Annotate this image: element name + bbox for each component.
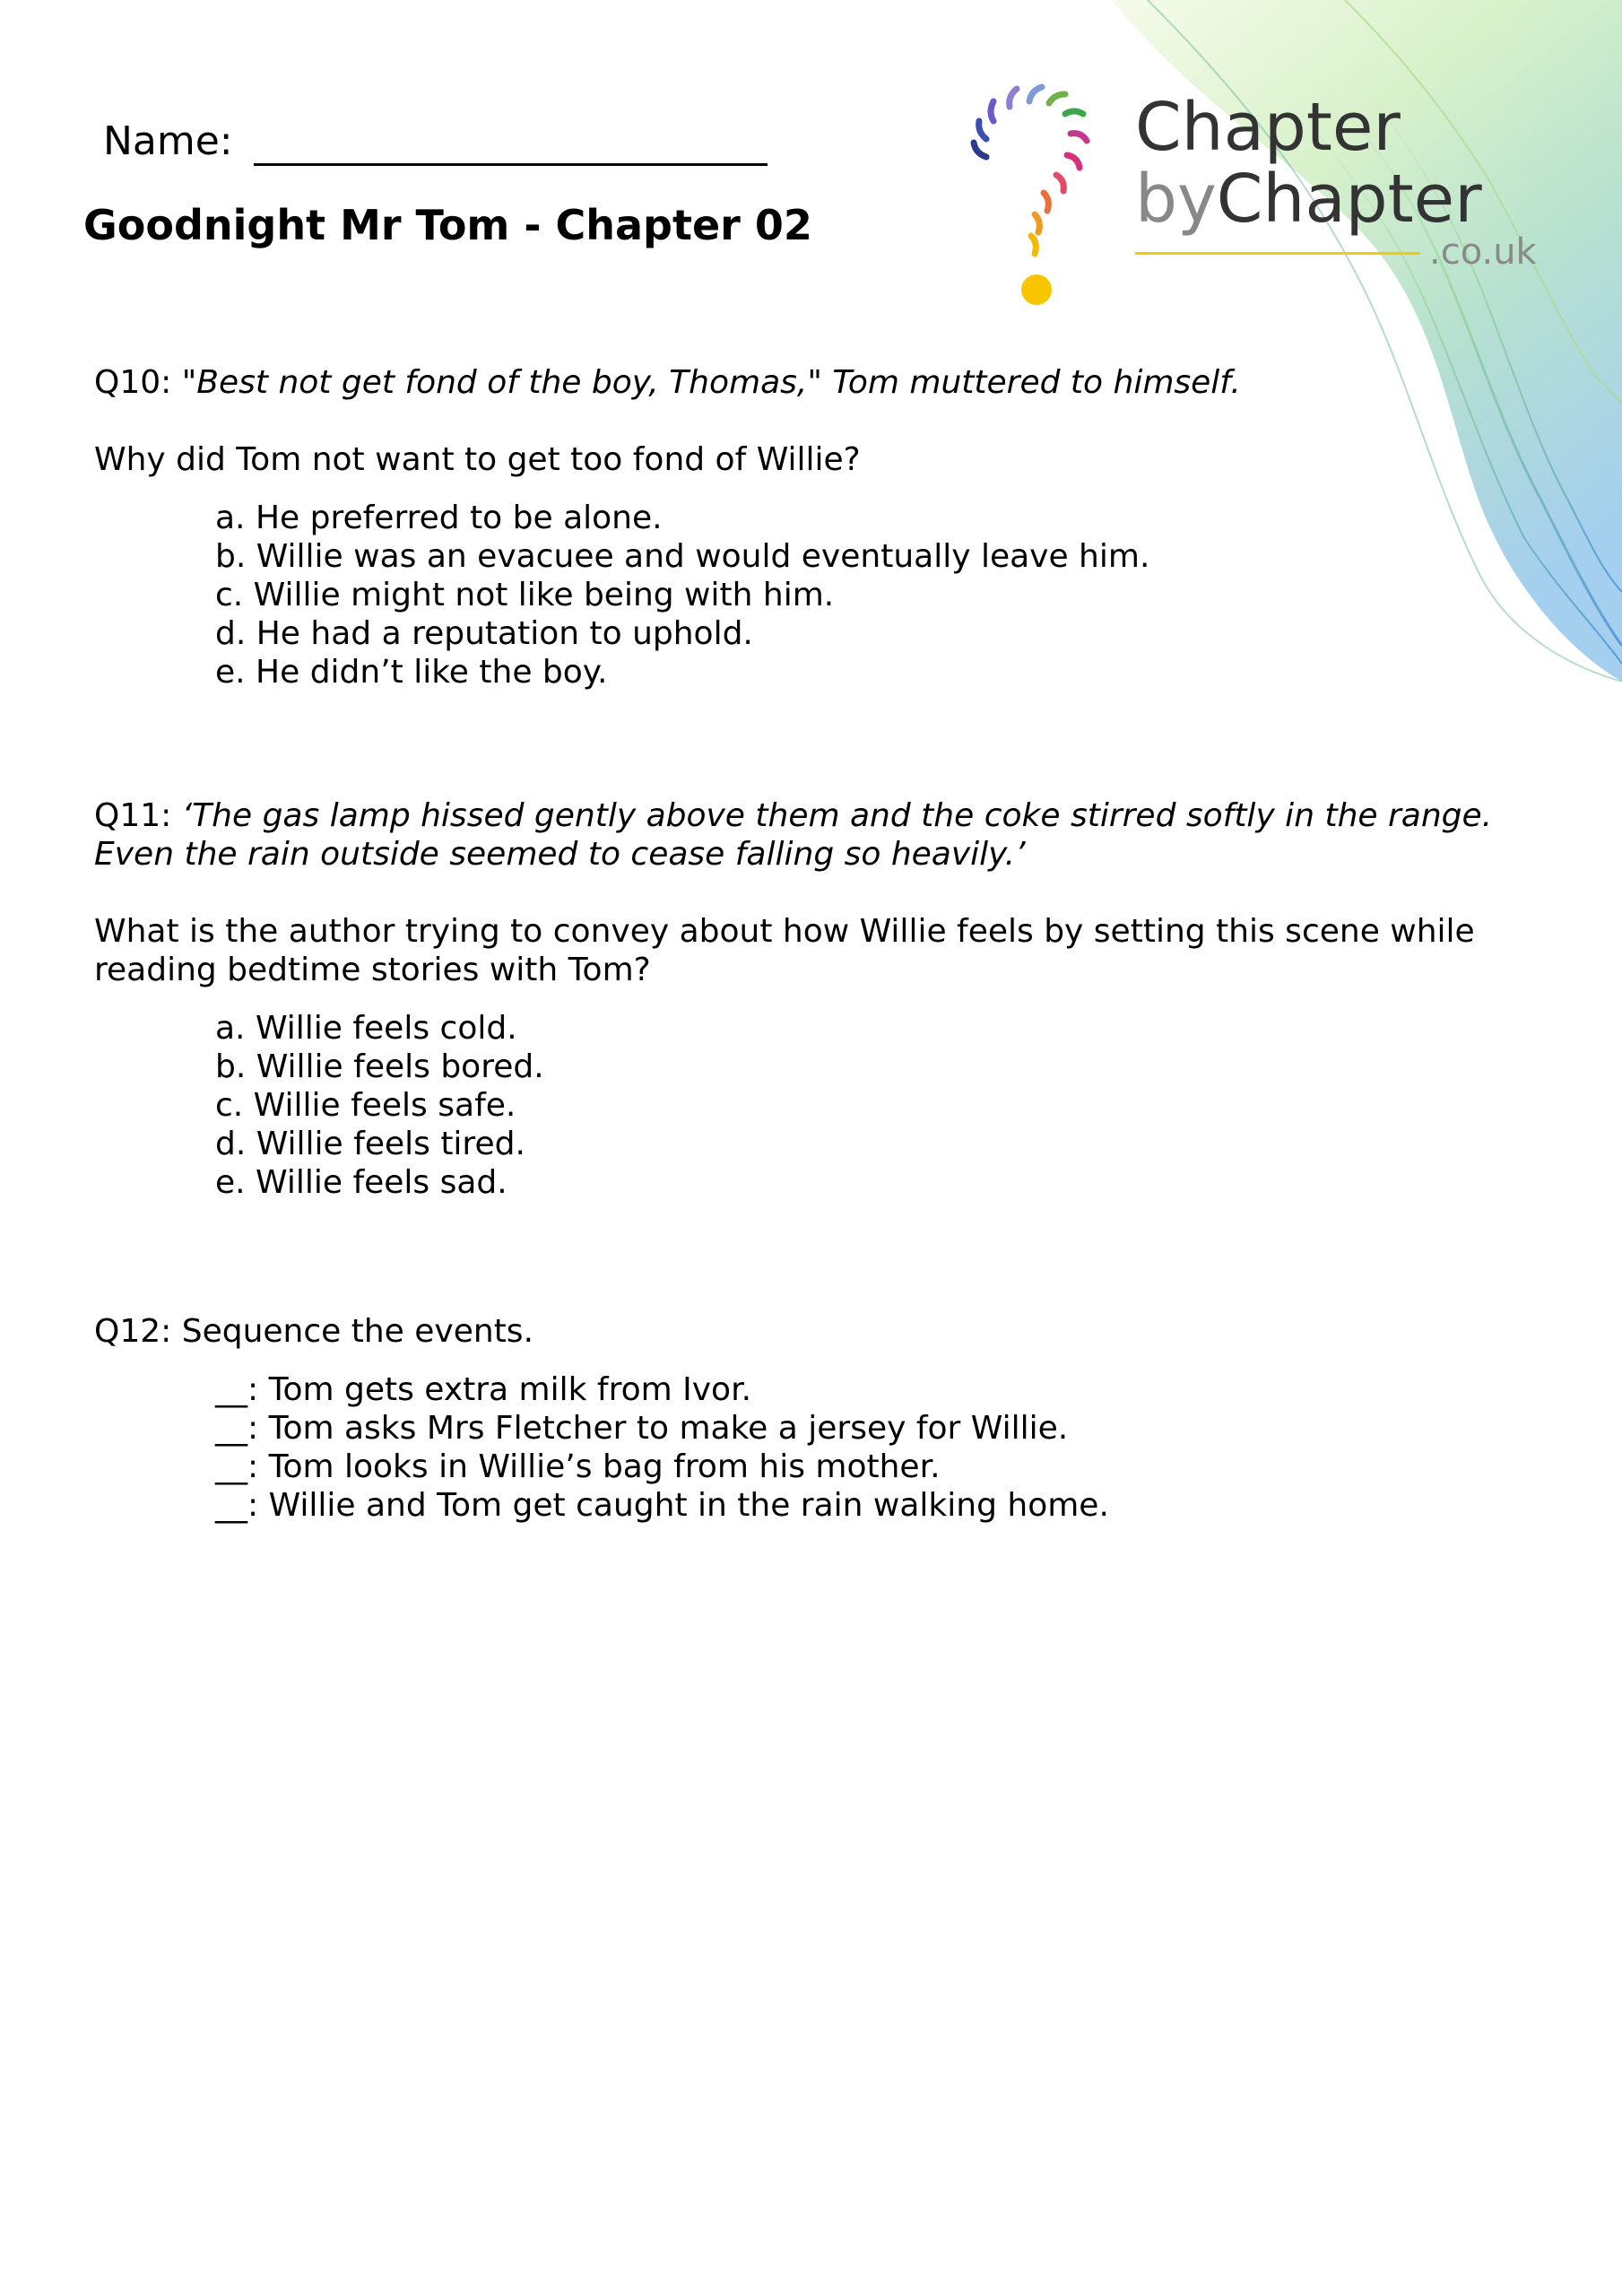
question-10-prompt: Why did Tom not want to get too fond of Willie? xyxy=(94,441,861,478)
question-11-options xyxy=(94,1009,1565,1202)
question-11-prompt-line2: reading bedtime stories with Tom? xyxy=(94,952,651,988)
logo-underline xyxy=(1135,252,1420,255)
logo-chapter: Chapter xyxy=(1216,161,1482,238)
option-c: c. Willie might not like being with him. xyxy=(215,577,835,613)
question-12-stem xyxy=(94,1312,1565,1351)
event-item: __: Willie and Tom get caught in the rain walking home. xyxy=(215,1487,1109,1524)
option-b: b. Willie feels bored. xyxy=(215,1048,544,1085)
logo-line-bychapter xyxy=(1135,161,1482,238)
logo-by: by xyxy=(1135,161,1217,238)
option-e: e. Willie feels sad. xyxy=(215,1164,507,1201)
logo-domain: .co.uk xyxy=(1429,231,1537,273)
question-mark-books-icon xyxy=(959,49,1139,318)
option-d: d. He had a reputation to uphold. xyxy=(215,615,753,652)
question-11-label: Q11: xyxy=(94,797,172,834)
question-11-quote-line1: ‘The gas lamp hissed gently above them and the coke stirred softly in the range. xyxy=(181,797,1493,834)
question-11 xyxy=(94,796,1565,1202)
question-10 xyxy=(94,363,1565,691)
question-12 xyxy=(94,1312,1565,1525)
logo-line-chapter: Chapter xyxy=(1135,89,1401,166)
option-b: b. Willie was an evacuee and would eventually leave him. xyxy=(215,538,1150,575)
name-label: Name: xyxy=(103,118,233,164)
chapter-by-chapter-logo xyxy=(959,49,1542,318)
name-blank-line xyxy=(254,163,768,166)
question-11-quote-line2: Even the rain outside seemed to cease falling so heavily.’ xyxy=(94,836,1026,873)
event-item: __: Tom asks Mrs Fletcher to make a jersey for Willie. xyxy=(215,1410,1069,1447)
question-10-label: Q10: xyxy=(94,364,172,401)
event-item: __: Tom looks in Willie’s bag from his mother. xyxy=(215,1448,941,1485)
option-a: a. Willie feels cold. xyxy=(215,1010,517,1047)
question-12-prompt: Sequence the events. xyxy=(181,1313,534,1350)
event-item: __: Tom gets extra milk from Ivor. xyxy=(215,1371,752,1408)
question-10-stem xyxy=(94,363,1565,402)
option-d: d. Willie feels tired. xyxy=(215,1126,525,1162)
option-e: e. He didn’t like the boy. xyxy=(215,654,608,691)
question-12-events xyxy=(94,1370,1565,1525)
page-title: Goodnight Mr Tom - Chapter 02 xyxy=(83,201,812,249)
question-11-stem xyxy=(94,796,1565,835)
option-c: c. Willie feels safe. xyxy=(215,1087,516,1124)
question-10-options xyxy=(94,499,1565,691)
option-a: a. He preferred to be alone. xyxy=(215,500,663,536)
question-12-label: Q12: xyxy=(94,1313,172,1350)
question-11-prompt-line1: What is the author trying to convey about how Willie feels by setting this scene while xyxy=(94,913,1475,950)
question-10-quote: "Best not get fond of the boy, Thomas," Tom muttered to himself. xyxy=(181,364,1241,401)
